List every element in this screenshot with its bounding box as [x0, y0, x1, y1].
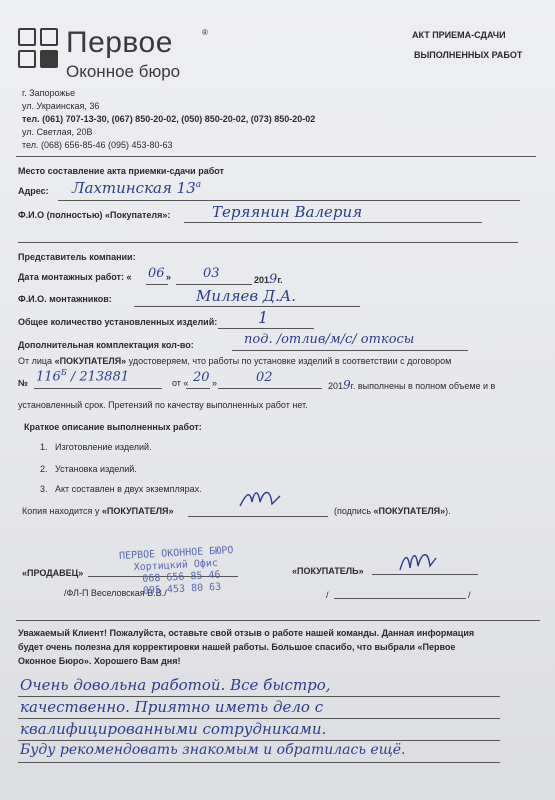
- buyer-slash-left: /: [326, 590, 329, 600]
- date-month-line: [176, 284, 252, 285]
- buyer-label: «ПОКУПАТЕЛЬ»: [292, 566, 364, 576]
- company-stamp: ПЕРВОЕ ОКОННОЕ БЮРО Хортицкий Офис 068 656 85 46 095 453 80 63: [118, 545, 234, 597]
- extra-line: [232, 350, 468, 351]
- work-item-2: 2. Установка изделий.: [40, 464, 137, 474]
- phones2: тел. (068) 656-85-46 (095) 453-80-63: [22, 140, 173, 150]
- review-rule-4: [18, 762, 500, 763]
- date-year: 2019г.: [254, 272, 283, 287]
- feedback-line-3: Оконное Бюро». Хорошего Вам дня!: [18, 656, 181, 666]
- count-label: Общее количество установленных изделий:: [18, 317, 218, 327]
- review-rule-1: [18, 696, 500, 697]
- seller-name: /ФЛ-П Веселовская В.В./: [64, 588, 167, 598]
- copy-note: Копия находится у «ПОКУПАТЕЛЯ»: [22, 506, 174, 516]
- date-month: 03: [203, 266, 220, 281]
- city: г. Запорожье: [22, 88, 76, 98]
- seller-label: «ПРОДАВЕЦ»: [22, 568, 84, 578]
- buyer-name-line: [184, 222, 482, 223]
- contract-no-value: $116^Б / 213881$: [36, 368, 129, 385]
- place-label: Место составление акта приемки-сдачи работ: [18, 166, 224, 176]
- address-line: [58, 200, 520, 201]
- date-label: Дата монтажных работ: «: [18, 272, 132, 282]
- date-day: 06: [148, 266, 165, 281]
- work-item-3: 3. Акт составлен в двух экземплярах.: [40, 484, 202, 494]
- phones1: тел. (061) 707-13-30, (067) 850-20-02, (050) 850-20-02, (073) 850-20-02: [22, 114, 316, 124]
- statement2: установленный срок. Претензий по качеству выполненных работ нет.: [18, 400, 308, 410]
- installers-value: Миляев Д.А.: [196, 287, 296, 305]
- contract-no-line: [34, 388, 162, 389]
- copy-sign-line: [188, 516, 328, 517]
- feedback-divider: [16, 620, 540, 621]
- from-mid: »: [212, 378, 218, 388]
- buyer-slash-right: /: [468, 590, 471, 600]
- review-line-1: Очень довольна работой. Все быстро,: [20, 676, 331, 694]
- address-value: Лахтинская $13^а$: [72, 179, 202, 197]
- installers-line: [134, 306, 360, 307]
- from-label: от «: [172, 378, 189, 388]
- date-mid: »: [166, 272, 172, 282]
- brand-name: Первое: [66, 26, 173, 59]
- statement1-end: 2019г. выполнены в полном объеме и в: [328, 378, 496, 392]
- review-line-3: квалифицированными сотрудниками.: [20, 720, 327, 738]
- buyer-signature2-icon: [396, 544, 440, 580]
- logo-squares-icon: [18, 28, 62, 72]
- buyer-name-label: Ф.И.О (полностью) «Покупателя»:: [18, 210, 171, 220]
- contract-no-label: №: [18, 378, 29, 388]
- review-line-2: качественно. Приятно иметь дело с: [20, 698, 324, 716]
- from-day: 20: [193, 370, 210, 385]
- from-day-line: [186, 388, 210, 389]
- review-rule-3: [18, 740, 500, 741]
- doc-title-line1: АКТ ПРИЕМА-СДАЧИ: [412, 30, 506, 40]
- extra-value: под. /отлив/м/с/ откосы: [244, 332, 415, 347]
- buyer-name-line2: [18, 242, 518, 243]
- installers-label: Ф.И.О. монтажников:: [18, 294, 112, 304]
- brand-subtitle: Оконное бюро: [66, 62, 181, 81]
- feedback-line-2: будет очень полезна для корректировки нашей работы. Большое спасибо, что выбрали «Первое: [18, 642, 456, 652]
- doc-title-line2: ВЫПОЛНЕННЫХ РАБОТ: [414, 50, 523, 60]
- copy-sign-note: (подпись «ПОКУПАТЕЛЯ»).: [334, 506, 451, 516]
- review-line-4: Буду рекомендовать знакомым и обратилась ещё.: [20, 742, 406, 758]
- statement1: От лица «ПОКУПАТЕЛЯ» удостоверяем, что работы по установке изделий в соответствии с договором: [18, 356, 452, 366]
- rep-label: Представитель компании:: [18, 252, 136, 262]
- work-item-1: 1. Изготовление изделий.: [40, 442, 152, 452]
- registered-mark: ®: [202, 28, 208, 37]
- feedback-line-1: Уважаемый Клиент! Пожалуйста, оставьте свой отзыв о работе нашей команды. Данная информация: [18, 628, 475, 638]
- buyer-signature-icon: [236, 484, 286, 514]
- brief-label: Краткое описание выполненных работ:: [24, 422, 202, 432]
- count-line: [218, 328, 314, 329]
- from-month: 02: [256, 370, 273, 385]
- address1: ул. Украинская, 36: [22, 101, 100, 111]
- address2: ул. Светлая, 20В: [22, 127, 93, 137]
- review-rule-2: [18, 718, 500, 719]
- buyer-name-sign-line: [334, 598, 466, 599]
- extra-label: Дополнительная комплектация кол-во:: [18, 340, 194, 350]
- header-divider: [16, 156, 536, 157]
- from-month-line: [218, 388, 322, 389]
- buyer-name-value: Теряянин Валерия: [212, 203, 363, 221]
- count-value: 1: [258, 308, 269, 327]
- address-label: Адрес:: [18, 186, 49, 196]
- date-day-line: [146, 284, 168, 285]
